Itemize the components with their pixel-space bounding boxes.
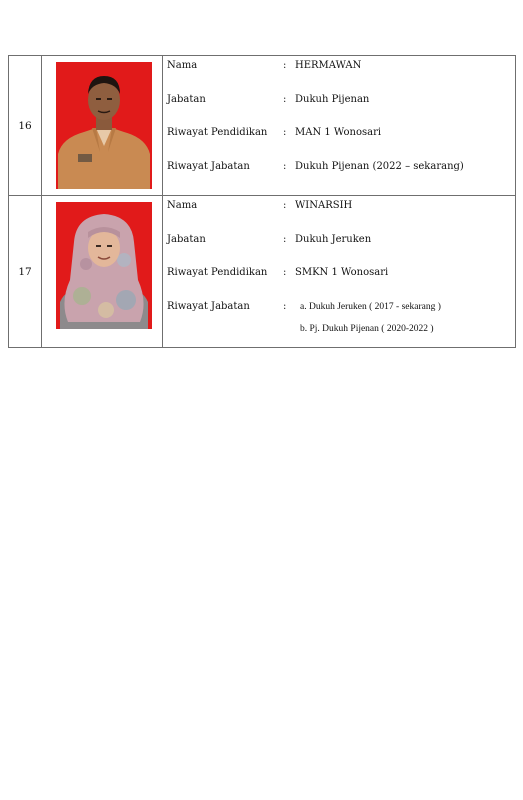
field-jabatan <box>167 94 515 108</box>
field-riwayat-jabatan <box>167 161 515 175</box>
colon: : <box>283 94 287 105</box>
colon: : <box>283 161 287 172</box>
row-number: 17 <box>9 196 42 348</box>
label-riwayat-jabatan: Riwayat Jabatan <box>167 301 250 312</box>
portrait-photo-hermawan <box>56 62 152 189</box>
field-riwayat-jabatan <box>167 301 515 315</box>
colon: : <box>283 60 287 71</box>
riwayat-jabatan-item: a. Dukuh Jeruken ( 2017 - sekarang ) <box>300 302 441 312</box>
table-row <box>9 56 516 196</box>
value-riwayat-pendidikan: MAN 1 Wonosari <box>295 127 382 138</box>
field-riwayat-jabatan-2 <box>167 323 515 337</box>
label-riwayat-jabatan: Riwayat Jabatan <box>167 161 250 172</box>
field-nama <box>167 200 515 214</box>
value-jabatan: Dukuh Jeruken <box>295 234 372 245</box>
photo-cell <box>42 56 163 196</box>
field-jabatan <box>167 234 515 248</box>
colon: : <box>283 127 287 138</box>
portrait-woman-image <box>56 202 152 329</box>
value-nama: HERMAWAN <box>295 60 362 71</box>
value-riwayat-pendidikan: SMKN 1 Wonosari <box>295 267 389 278</box>
label-jabatan: Jabatan <box>167 234 206 245</box>
field-riwayat-pendidikan <box>167 127 515 141</box>
field-riwayat-pendidikan <box>167 267 515 281</box>
colon: : <box>283 234 287 245</box>
colon: : <box>283 267 287 278</box>
field-nama <box>167 60 515 74</box>
info-cell <box>163 196 516 348</box>
portrait-man-image <box>56 62 152 189</box>
table-row <box>9 196 516 348</box>
colon: : <box>283 301 287 312</box>
value-riwayat-jabatan: Dukuh Pijenan (2022 – sekarang) <box>295 161 464 172</box>
value-jabatan: Dukuh Pijenan <box>295 94 370 105</box>
staff-table <box>8 55 516 348</box>
riwayat-jabatan-item: b. Pj. Dukuh Pijenan ( 2020-2022 ) <box>300 324 434 334</box>
photo-cell <box>42 196 163 348</box>
label-nama: Nama <box>167 200 198 211</box>
label-riwayat-pendidikan: Riwayat Pendidikan <box>167 127 268 138</box>
portrait-photo-winarsih <box>56 202 152 329</box>
label-nama: Nama <box>167 60 198 71</box>
value-nama: WINARSIH <box>295 200 353 211</box>
row-number: 16 <box>9 56 42 196</box>
info-cell <box>163 56 516 196</box>
colon: : <box>283 200 287 211</box>
label-jabatan: Jabatan <box>167 94 206 105</box>
label-riwayat-pendidikan: Riwayat Pendidikan <box>167 267 268 278</box>
